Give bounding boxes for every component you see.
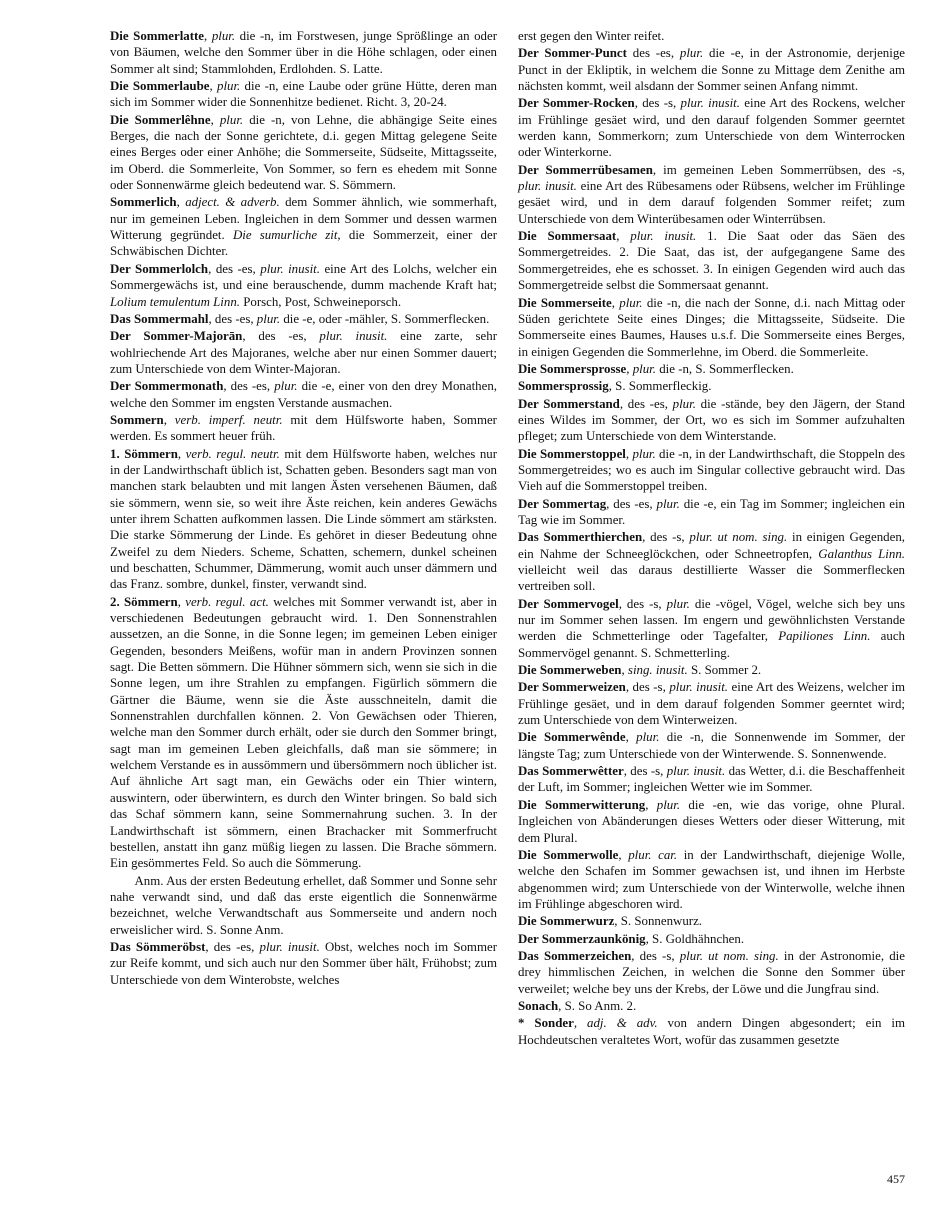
- grammar-note: plur.: [672, 396, 696, 411]
- annotation-paragraph: [110, 873, 497, 938]
- entry-text: die -e, oder -mähler, S. Sommerflecken.: [280, 311, 490, 326]
- entry-headword: Sonach: [518, 998, 559, 1013]
- entry-text: eine Art des Rockens, welcher im Frühlinge gesäet wird, und den darauf folgenden Sommer geerntet werden kann, Sommerkorn; zum Unterschiede von dem Winterrocken oder Winterkorne.: [518, 96, 905, 160]
- entry-text: ,: [163, 412, 175, 427]
- entry-text: , des -es,: [606, 496, 657, 511]
- entry-text: , des -es,: [223, 379, 275, 394]
- entry-text: , des -es,: [208, 311, 257, 326]
- entry-headword: Die Sommerweben: [518, 663, 622, 678]
- entry-text: mit dem Hülfsworte haben, Sommer werden. Es sommert heuer früh.: [110, 412, 497, 444]
- entry-text: Anm. Aus der ersten Bedeutung erhellet, daß Sommer und Sonne sehr nahe verwandt sind, und daß das erste eigentlich die Sonnenwärme bezeichnet, welche Verwandtschaft aus Sommerseite und andern noch erweislicher wird. S. Sonne Anm.: [110, 873, 497, 937]
- grammar-note: sing. inusit.: [627, 663, 688, 678]
- entry-headword: Sommersprossig: [518, 379, 609, 394]
- entry-text: , S. Sommerfleckig.: [608, 379, 712, 394]
- dictionary-entry: [110, 328, 497, 377]
- dictionary-entry: [110, 78, 497, 111]
- entry-text: ,: [176, 195, 186, 210]
- entry-headword: Die Sommerwitterung: [518, 797, 646, 812]
- grammar-note: plur. inusit.: [259, 939, 320, 954]
- page-number: 457: [887, 1172, 905, 1186]
- entry-text: , des -s,: [618, 596, 667, 611]
- entry-text: die -e, einer von den drey Monathen, welche den Sommer im engsten Verstande ausmachen.: [110, 379, 498, 410]
- grammar-note: plur. inusit.: [518, 179, 577, 194]
- dictionary-entry: [518, 361, 905, 377]
- entry-headword: Das Sommermahl: [110, 311, 209, 326]
- entry-headword: Die Sommersprosse: [518, 361, 627, 376]
- entry-text: , des -s,: [625, 680, 670, 695]
- entry-text: , des -s,: [623, 764, 667, 779]
- grammar-note: plur.: [619, 295, 643, 310]
- dictionary-entry: [518, 763, 905, 796]
- entry-text: , S. Goldhähnchen.: [645, 931, 745, 946]
- grammar-note: verb. imperf. neutr.: [174, 412, 283, 427]
- entry-text: , des -s,: [631, 948, 680, 963]
- entry-headword: Die Sommerwurz: [518, 914, 615, 929]
- entry-text: die -n, eine Laube oder grüne Hütte, deren man sich im Sommer wider die Sonnenhitze bedienet. Richt. 3, 20-24.: [110, 79, 497, 110]
- entry-text: eine Art des Rübesamens oder Rübsens, welcher im Frühlinge gesäet wird, und in dem darauf folgenden Sommer reifet; zum Unterschiede von dem Winterübesamen oder Winterrübsen.: [518, 179, 905, 226]
- entry-text: eine Art des Weizens, welcher im Frühlinge gesäet, und in dem darauf folgenden Sommer geerntet wird; zum Unterschiede von dem Winterweizen.: [518, 680, 906, 728]
- entry-text: Obst, welches noch im Sommer zur Reife kommt, und sich auch nur den Sommer über hält, Frühobst; zum Unterschiede von dem Winterobste, welches: [110, 939, 497, 987]
- dictionary-entry: [110, 412, 497, 445]
- entry-text: Porsch, Post, Schweineporsch.: [239, 294, 402, 309]
- entry-headword: Das Sömmeröbst: [110, 939, 206, 954]
- entry-headword: Die Sommerlatte: [110, 29, 205, 43]
- entry-text: ,: [210, 112, 220, 127]
- entry-text: das Wetter, d.i. die Beschaffenheit der Luft, im Sommer; ingleichen Wetter wie im Sommer.: [518, 764, 905, 795]
- entry-text: die -n, die Sonnenwende im Sommer, der längste Tag; zum Unterschiede von der Winterwende. S. Sonnenwende.: [518, 730, 905, 761]
- dictionary-entry: [110, 446, 497, 593]
- entry-headword: Der Sommervogel: [518, 596, 619, 611]
- entry-text: , S. So Anm. 2.: [558, 998, 637, 1013]
- entry-text: , des -s,: [634, 96, 681, 111]
- grammar-note: plur.: [274, 379, 298, 394]
- grammar-note: plur. ut nom. sing.: [689, 530, 788, 545]
- grammar-note: plur.: [666, 596, 690, 611]
- entry-text: die -e, ein Tag im Sommer; ingleichen ein Tag wie im Sommer.: [518, 496, 905, 527]
- entry-headword: Der Sommerzaunkönig: [518, 931, 646, 946]
- entry-text: ,: [611, 295, 620, 310]
- grammar-note: plur.: [211, 29, 236, 43]
- entry-headword: 2. Sömmern: [110, 594, 178, 609]
- grammar-note: plur.: [636, 730, 660, 745]
- grammar-note: Papiliones Linn.: [778, 629, 871, 644]
- dictionary-entry: [110, 261, 497, 310]
- dictionary-entry: [518, 228, 905, 293]
- entry-text: des -es,: [626, 46, 680, 61]
- dictionary-entry: [518, 446, 905, 495]
- dictionary-entry: [110, 28, 497, 77]
- dictionary-entry: [518, 797, 905, 846]
- entry-text: , des -es,: [208, 261, 261, 276]
- dictionary-entry: [110, 594, 497, 872]
- entry-text: dem Sommer ähnlich, wie sommerhaft, nur im gemeinen Leben. Ingleichen in dem Sommer und dessen warmen Witterung gegründet.: [110, 195, 497, 243]
- grammar-note: plur. inusit.: [319, 329, 388, 344]
- grammar-note: plur.: [632, 446, 656, 461]
- grammar-note: verb. regul. neutr.: [185, 446, 280, 461]
- dictionary-entry: [518, 679, 905, 728]
- entry-headword: Der Sommerrübesamen: [518, 162, 653, 177]
- dictionary-entry: [518, 596, 905, 661]
- grammar-note: plur. inusit.: [260, 261, 320, 276]
- entry-text: mit dem Hülfsworte haben, welches nur in der Landwirthschaft üblich ist, Schatten geben. Besonders sagt man von manchen stark belaubten und mit langen Ästen versehenen Bäumen, daß sie sömmern, wenn sie, so weit ihre Äste reichen, kein anderes Gewächs unter ihrem Schatten aufkommen lassen. Die Linde sömmert am stärksten. Die starke Sömmerung der Linde. Es gehöret in dieser Bedeutung ohne Zweifel zu dem Nieders. Scheme, Schatten, schemern, dunkel scheinen und beschatten, Schummer, Dämmerung, womit auch unser dämmern und das Franz. sombre, dunkel, finster, verwandt sind.: [110, 446, 498, 592]
- grammar-note: plur. inusit.: [669, 680, 729, 695]
- entry-text: die -vögel, Vögel, welche sich bey uns nur im Sommer sehen lassen. Im engern und gewöhnlichsten Verstande werden die Schmetterlinge oder Tagefalter,: [518, 596, 905, 644]
- dictionary-entry: [518, 295, 905, 360]
- entry-text: die Sommerzeit, einer der Schwäbischen Dichter.: [110, 228, 497, 259]
- entry-text: von andern Dingen abgesondert; ein im Hochdeutschen veraltetes Wort, wofür das zusammen gesetzte: [518, 1016, 905, 1047]
- entry-text: erst gegen den Winter reifet.: [518, 29, 665, 43]
- entry-headword: Der Sommertag: [518, 496, 607, 511]
- entry-headword: Der Sommer-Rocken: [518, 96, 635, 111]
- dictionary-entry: [518, 45, 905, 94]
- entry-text: ,: [209, 79, 217, 94]
- grammar-note: verb. regul. act.: [185, 594, 269, 609]
- entry-text: die -n, von Lehne, die abhängige Seite eines Berges, die nach der Sonne gerichtete, d.i. gegen Mittag gelegene Seite eines Berges oder einer Anhöhe; die Sommerseite, Südseite, Mittagsseite, im Oberd. die Sommerleite, Von Sommer, so fern es ehedem mit Sonne oder Sonnenwärme gleich bedeutend war. S. Sömmern.: [110, 112, 497, 193]
- entry-text: eine Art des Lolchs, welcher ein Sommergewächs ist, und eine berauschende, dumm machende Kraft hat;: [110, 261, 498, 293]
- grammar-note: plur.: [679, 46, 704, 61]
- entry-text: ,: [573, 1016, 588, 1031]
- grammar-note: Lolium temulentum Linn.: [110, 294, 240, 309]
- entry-headword: Der Sommer-Majorān: [110, 329, 243, 344]
- dictionary-entry: [518, 913, 905, 929]
- dictionary-entry: [518, 998, 905, 1014]
- dictionary-entry: [518, 28, 905, 44]
- grammar-note: plur.: [656, 496, 680, 511]
- entry-text: 1. Die Saat oder das Säen des Sommergetreides. 2. Die Saat, das ist, der aufgegangene Same des Sommergetreides, ehe es schosset. 3. In einigen Gegenden wird auch das Sommergetreide selbst die Sommersaat genannt.: [518, 229, 905, 293]
- grammar-note: plur.: [217, 79, 241, 94]
- dictionary-entry: [518, 496, 905, 529]
- entry-headword: Die Sommerwolle: [518, 847, 619, 862]
- entry-text: die -n, in der Landwirthschaft, die Stoppeln des Sommergetreides; wo es auch im Singular collective gebraucht wird. Das Vieh auf die Sommerstoppel treiben.: [518, 446, 905, 494]
- entry-text: in der Astronomie, die drey himmlischen Zeichen, in welchen die Sonne den Sommer über verweilet; welche bey uns der Krebs, der Löwe und die Jungfrau sind.: [518, 948, 905, 996]
- entry-text: welches mit Sommer verwandt ist, aber in verschiedenen Bedeutungen gebraucht wird. 1. Den Sonnenstrahlen aussetzen, an die Sonne, in die Sonne legen; im gemeinen Leben einiger Gegenden, besonders Meißens, wofür man in andern Provinzen sonnen sagt. Die Betten sömmern. Die Hühner sömmern sich, wenn sie sich in die Sonne legen, um ihre Strahlen zu empfangen. Figürlich sömmern die Gärtner die Bäume, wenn sie die Äste ausschneiteln, damit die Sonnenstrahlen durchfallen können. 2. Von Gewächsen oder Thieren, welche man den Sommer durch erhält, oder sie durch den Sommer bringt, sagt man im gemeinen Leben gleichfalls, daß man sie sömmere; in welchem Verstande es in aussömmern und übersömmern noch üblicher ist. Auf ähnliche Art sagt man, ein Gewächs oder ein Thier wintern, auswintern, oder überwintern, es durch den Winter bringen. So bald sich das Schaf sömmern kann, seine Sommernahrung suchen. 3. In der Landwirthschaft ist sömmern, einen Brachacker mit Sommerfrucht bestellen, anstatt ihn ganz müßig liegen zu lassen. Die Brache sömmern. Ein gesömmertes Feld. So auch die Sömmerung.: [110, 594, 497, 871]
- entry-text: , des -es,: [242, 329, 320, 344]
- entry-text: , im gemeinen Leben Sommerrübsen, des -s,: [652, 162, 905, 177]
- grammar-note: plur. inusit.: [630, 229, 697, 244]
- entry-text: ,: [625, 730, 637, 745]
- entry-headword: Der Sommerstand: [518, 396, 620, 411]
- dictionary-entry: [518, 662, 905, 678]
- entry-text: die -n, die nach der Sonne, d.i. nach Mittag oder Süden gerichtete Seite eines Dinges; die Mittagsseite, Südseite. Die Sommerseite eines Baumes, Hauses u.s.f. Die Sommerseite eines Berges, in einigen Gegenden die Sommerlehne, im Oberd. die Sommerleite.: [518, 295, 905, 359]
- grammar-note: plur.: [256, 311, 281, 326]
- dictionary-entry: [518, 378, 905, 394]
- grammar-note: plur.: [632, 361, 656, 376]
- entry-text: eine zarte, sehr wohlriechende Art des Majoranes, welche aber nur einen Sommer dauert; zum Unterschiede von dem Winter-Majoran.: [110, 329, 497, 376]
- entry-headword: Die Sommerseite: [518, 295, 612, 310]
- entry-headword: Das Sommerthierchen: [518, 530, 643, 545]
- right-column: [518, 28, 905, 1049]
- grammar-note: adj. & adv.: [587, 1016, 658, 1031]
- grammar-note: Die sumurliche zit,: [232, 228, 341, 243]
- dictionary-entry: [110, 939, 497, 988]
- entry-text: in der Landwirthschaft, diejenige Wolle, welche den Schafen im Sommer gewachsen ist, und ihnen im Herbste abgenommen wird; zum Unterschiede von der Winterwolle, welche ihnen im Frühlinge abgeschoren wird.: [518, 847, 905, 911]
- entry-headword: 1. Sömmern: [110, 446, 178, 461]
- dictionary-entry: [518, 95, 905, 160]
- entry-headword: Der Sommerweizen: [518, 680, 626, 695]
- entry-headword: Die Sommerlêhne: [110, 112, 211, 127]
- entry-text: , des -s,: [642, 530, 690, 545]
- entry-text: die -n, S. Sommerflecken.: [656, 361, 794, 376]
- entry-text: die -n, im Forstwesen, junge Sprößlinge an oder von Bäumen, welche den Sommer über in die Höhe schlagen, oder einen Sommer alt sind; Stammlohden, Erdlohden. S. Latte.: [110, 29, 498, 76]
- dictionary-entry: [518, 162, 905, 227]
- entry-text: , des -es,: [619, 396, 673, 411]
- entry-text: ,: [618, 847, 629, 862]
- dictionary-entry: [110, 311, 497, 327]
- entry-text: ,: [621, 663, 628, 678]
- entry-headword: Das Sommerwêtter: [518, 764, 624, 779]
- entry-headword: Die Sommerlaube: [110, 79, 210, 94]
- entry-text: die -e, in der Astronomie, derjenige Punct in der Ekliptik, in welchem die Sonne zu Mittage dem Zenithe am nächsten kommt, weil alsdann der Sommer seinen Anfang nimmt.: [518, 46, 906, 94]
- dictionary-entry: [110, 112, 497, 194]
- dictionary-entry: [518, 729, 905, 762]
- entry-headword: Die Sommersaat: [518, 229, 617, 244]
- entry-headword: * Sonder: [518, 1016, 574, 1031]
- entry-text: die -en, wie das vorige, ohne Plural. Ingleichen von Abänderungen dieses Wetters oder dieser Witterung, mit dem Plural.: [518, 797, 905, 845]
- entry-headword: Das Sommerzeichen: [518, 948, 632, 963]
- grammar-note: plur. inusit.: [680, 96, 740, 111]
- left-column: [110, 28, 497, 989]
- entry-text: ,: [645, 797, 657, 812]
- entry-headword: Sommern: [110, 412, 164, 427]
- grammar-note: Galanthus Linn.: [818, 546, 906, 561]
- grammar-note: plur.: [656, 797, 681, 812]
- dictionary-entry: [110, 194, 497, 259]
- entry-headword: Die Sommerstoppel: [518, 446, 626, 461]
- entry-text: auch Sommervögel genannt. S. Schmetterling.: [518, 629, 906, 660]
- entry-headword: Sommerlich: [110, 195, 177, 210]
- entry-text: ,: [204, 29, 212, 43]
- entry-text: ,: [616, 229, 631, 244]
- dictionary-entry: [518, 931, 905, 947]
- dictionary-entry: [518, 529, 905, 594]
- grammar-note: plur. inusit.: [666, 764, 726, 779]
- entry-headword: Der Sommermonath: [110, 379, 224, 394]
- entry-text: vielleicht weil das daraus destillierte Wasser die Sommerflecken vertreiben soll.: [518, 563, 905, 594]
- grammar-note: plur.: [219, 112, 244, 127]
- dictionary-entry: [518, 847, 905, 912]
- entry-text: in einigen Gegenden, ein Nahme der Schneeglöckchen, oder Schneetropfen,: [518, 530, 905, 561]
- entry-text: ,: [626, 361, 633, 376]
- entry-text: ,: [625, 446, 633, 461]
- entry-text: , des -es,: [205, 939, 260, 954]
- entry-headword: Der Sommerlolch: [110, 261, 209, 276]
- entry-headword: Die Sommerwênde: [518, 730, 626, 745]
- entry-headword: Der Sommer-Punct: [518, 46, 627, 61]
- grammar-note: plur. car.: [628, 847, 678, 862]
- entry-text: ,: [177, 594, 186, 609]
- entry-text: , S. Sonnenwurz.: [614, 914, 703, 929]
- grammar-note: adject. & adverb.: [185, 195, 280, 210]
- dictionary-entry: [518, 1015, 905, 1048]
- entry-text: S. Sommer 2.: [687, 663, 762, 678]
- dictionary-entry: [518, 948, 905, 997]
- dictionary-entry: [518, 396, 905, 445]
- entry-text: die -stände, bey den Jägern, der Stand eines Wildes im Sommer, der Ort, wo es sich im Sommer aufzuhalten pfleget; zum Unterschiede von dem Winterstande.: [518, 396, 905, 444]
- grammar-note: plur. ut nom. sing.: [679, 948, 779, 963]
- entry-text: ,: [177, 446, 186, 461]
- dictionary-entry: [110, 378, 497, 411]
